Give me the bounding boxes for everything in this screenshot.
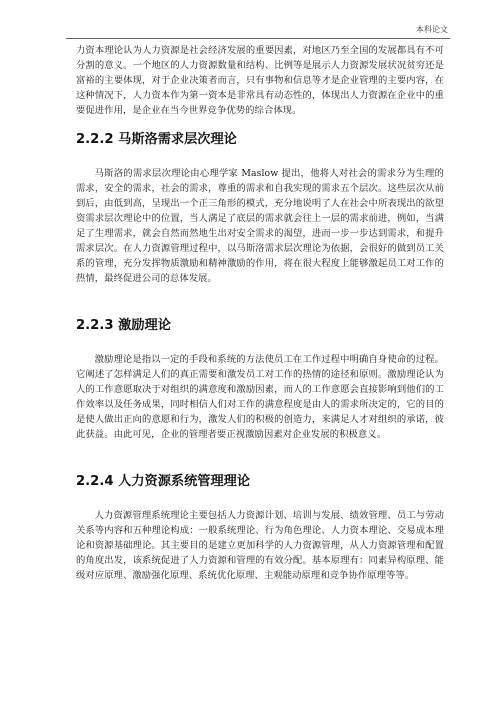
heading-hr-system: 2.2.4 人力资源系统管理理论	[76, 474, 251, 489]
page-content	[76, 43, 444, 583]
paragraph-hr-system: 人力资源管理系统理论主要包括人力资源计划、培训与发展、绩效管理、员工与劳动关系等内容和五种理论构成：一般系统理论、行为角色理论、人力资本理论、交易成本理论和资源基础理论。其主要目的是建立更加科学的人力资源管理，从人力资源管理和配置的角度出发，该系统促进了人力资源和管理的有效分配。基本原理有：同素异构原理、能级对应原理、激励强化原理、系统优化原理、主观能动原理和竞争协作原理等等。	[76, 510, 444, 581]
heading-incentive: 2.2.3 激励理论	[76, 318, 171, 333]
paragraph-maslow: 马斯洛的需求层次理论由心理学家 Maslow 提出，他将人对社会的需求分为生理的需求，安全的需求，社会的需求，尊重的需求和自我实现的需求五个层次。这些层次从前到后，由低到高，呈现出一个正三角形的模式，充分地说明了人在社会中所表现出的欲望资需求层次理论中的位置，当人满足了底层的需求就会往上一层的需求前进，例如，当满足了生理需求，就会自然而然地生出对安全需求的渴望，进而一步一步达到需求，和提升需求层次。在人力资源管理过程中，以马斯洛需求层次理论为依据，会很好的做到员工关系的管理，充分发挥物质激励和精神激励的作用，将在很大程度上能够激起员工对工作的热情，最终促进公司的总体发展。	[76, 168, 444, 284]
paragraph-incentive: 激励理论是指以一定的手段和系统的方法使员工在工作过程中明确自身使命的过程。它阐述了怎样满足人们的真正需要和激发员工对工作的热情的途径和原则。激励理论认为人的工作意愿取决于对组织的满意度和激励因素，而人的工作意愿会直接影响到他们的工作效率以及任务成果，同时相信人们对工作的满意程度是由人的需求所决定的，它的目的是使人做出正向的意愿和行为，激发人们的积极的创造力，来满足人才对组织的承诺，彼此获益。由此可见，企业的管理者要正视激励因素对企业发展的积极意义。	[76, 354, 444, 440]
header-rule	[66, 38, 450, 39]
heading-maslow: 2.2.2 马斯洛需求层次理论	[76, 132, 237, 147]
running-header: 本科论文	[416, 25, 448, 34]
paragraph-human-capital: 力资本理论认为人力资源是社会经济发展的重要因素，对地区乃至全国的发展都具有不可分割的意义。一个地区的人力资源数量和结构、比例等是展示人力资源发展状况贫穷还是富裕的主要体现，对于企业决策者而言，只有事物和信息等才是企业管理的主要内容，在这种情况下，人力资本作为第一资本是非常具有动态性的，体现出人力资源在企业中的重要促进作用，是企业在当今世界竞争优势的综合体现。	[76, 45, 444, 116]
